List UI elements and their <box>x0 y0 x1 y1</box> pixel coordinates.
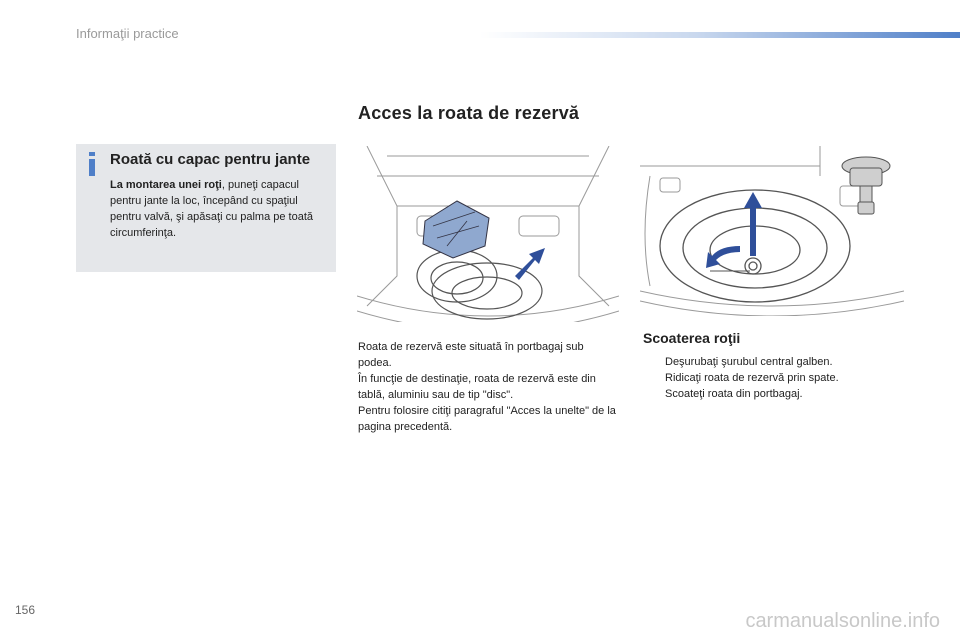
unscrew-arrow-icon <box>706 246 740 268</box>
removal-steps <box>643 354 913 402</box>
info-box <box>76 144 336 272</box>
info-icon <box>86 152 98 176</box>
step-text: Scoateţi roata din portbagaj. <box>665 388 803 400</box>
description-paragraph: Pentru folosire citiţi paragraful "Acces la unelte" de la pagina precedentă. <box>358 405 616 433</box>
bullet-icon <box>643 370 665 386</box>
page-title: Acces la roata de rezervă <box>358 103 580 123</box>
info-box-body <box>110 177 330 241</box>
bullet-icon <box>643 386 665 402</box>
list-item <box>643 386 913 402</box>
info-box-body-bold: La montarea unei roţi <box>110 179 222 191</box>
arrow-icon <box>515 248 545 280</box>
info-box-body-text: , puneţi capacul pentru jante la loc, începând cu spaţiul pentru valvă, şi apăsaţi cu palma pe toată circumferinţa. <box>110 179 314 239</box>
list-item <box>643 370 913 386</box>
watermark: carmanualsonline.info <box>745 610 940 632</box>
description-text <box>358 339 620 435</box>
info-box-title: Roată cu capac pentru jante <box>110 151 311 168</box>
page-number: 156 <box>15 603 36 617</box>
trunk-illustration <box>357 146 619 322</box>
spare-wheel-illustration <box>640 146 904 316</box>
bullet-icon <box>643 354 665 370</box>
trunk-drawing <box>357 146 619 322</box>
step-text: Deşurubaţi şurubul central galben. <box>665 356 833 368</box>
spare-wheel-drawing <box>640 146 904 316</box>
section-header: Informaţii practice <box>76 26 179 41</box>
removal-title: Scoaterea roţii <box>643 330 741 346</box>
list-item <box>643 354 913 370</box>
description-paragraph: Roata de rezervă este situată în portbagaj sub podea. <box>358 341 584 369</box>
step-text: Ridicaţi roata de rezervă prin spate. <box>665 372 839 384</box>
lift-arrow-icon <box>744 192 762 256</box>
description-paragraph: În funcţie de destinaţie, roata de rezervă este din tablă, aluminiu sau de tip "disc". <box>358 373 596 401</box>
header-gradient-bar <box>480 32 960 38</box>
